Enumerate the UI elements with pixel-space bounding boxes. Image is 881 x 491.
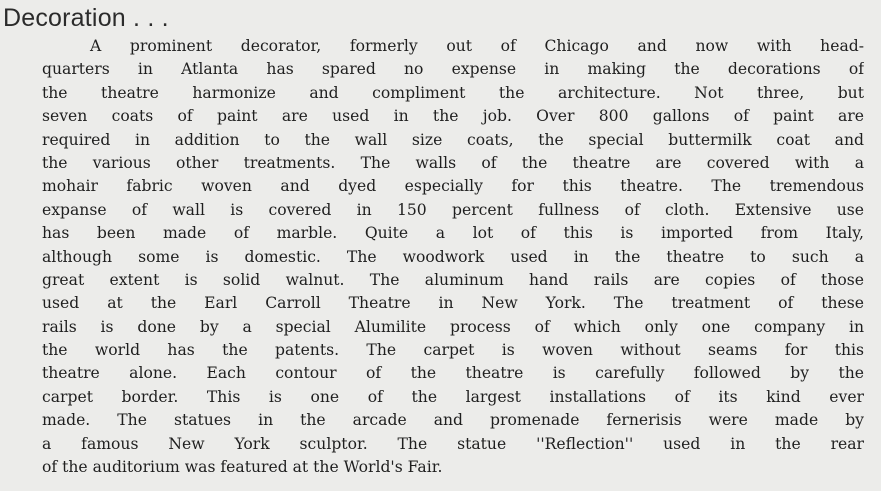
text-line: quarters in Atlanta has spared no expense in making the decorations of [42,60,864,79]
text-line: used at the Earl Carroll Theatre in New York. The treatment of these [42,294,864,313]
text-line: made. The statues in the arcade and promenade fernerisis were made by [42,411,864,430]
text-line: the world has the patents. The carpet is woven without seams for this [42,341,864,360]
section-heading: Decoration . . . [3,4,169,32]
text-line: seven coats of paint are used in the job. Over 800 gallons of paint are [42,107,864,126]
text-line: a famous New York sculptor. The statue ''Reflection'' used in the rear [42,434,864,453]
text-line: the various other treatments. The walls of the theatre are covered with a [42,153,864,172]
text-line: rails is done by a special Alumilite process of which only one company in [42,317,864,336]
text-line: mohair fabric woven and dyed especially for this theatre. The tremendous [42,177,864,196]
text-line: of the auditorium was featured at the World's Fair. [42,458,443,477]
text-line: the theatre harmonize and compliment the architecture. Not three, but [42,83,864,102]
text-line: expanse of wall is covered in 150 percent fullness of cloth. Extensive use [42,200,864,219]
body-paragraph [42,35,864,479]
text-line: carpet border. This is one of the largest installations of its kind ever [42,387,864,406]
text-line: although some is domestic. The woodwork used in the theatre to such a [42,247,864,266]
text-line: required in addition to the wall size coats, the special buttermilk coat and [42,130,864,149]
text-line: has been made of marble. Quite a lot of this is imported from Italy, [42,224,864,243]
text-line: theatre alone. Each contour of the theatre is carefully followed by the [42,364,864,383]
text-line: great extent is solid walnut. The aluminum hand rails are copies of those [42,270,864,289]
text-line: A prominent decorator, formerly out of Chicago and now with head- [90,37,864,55]
